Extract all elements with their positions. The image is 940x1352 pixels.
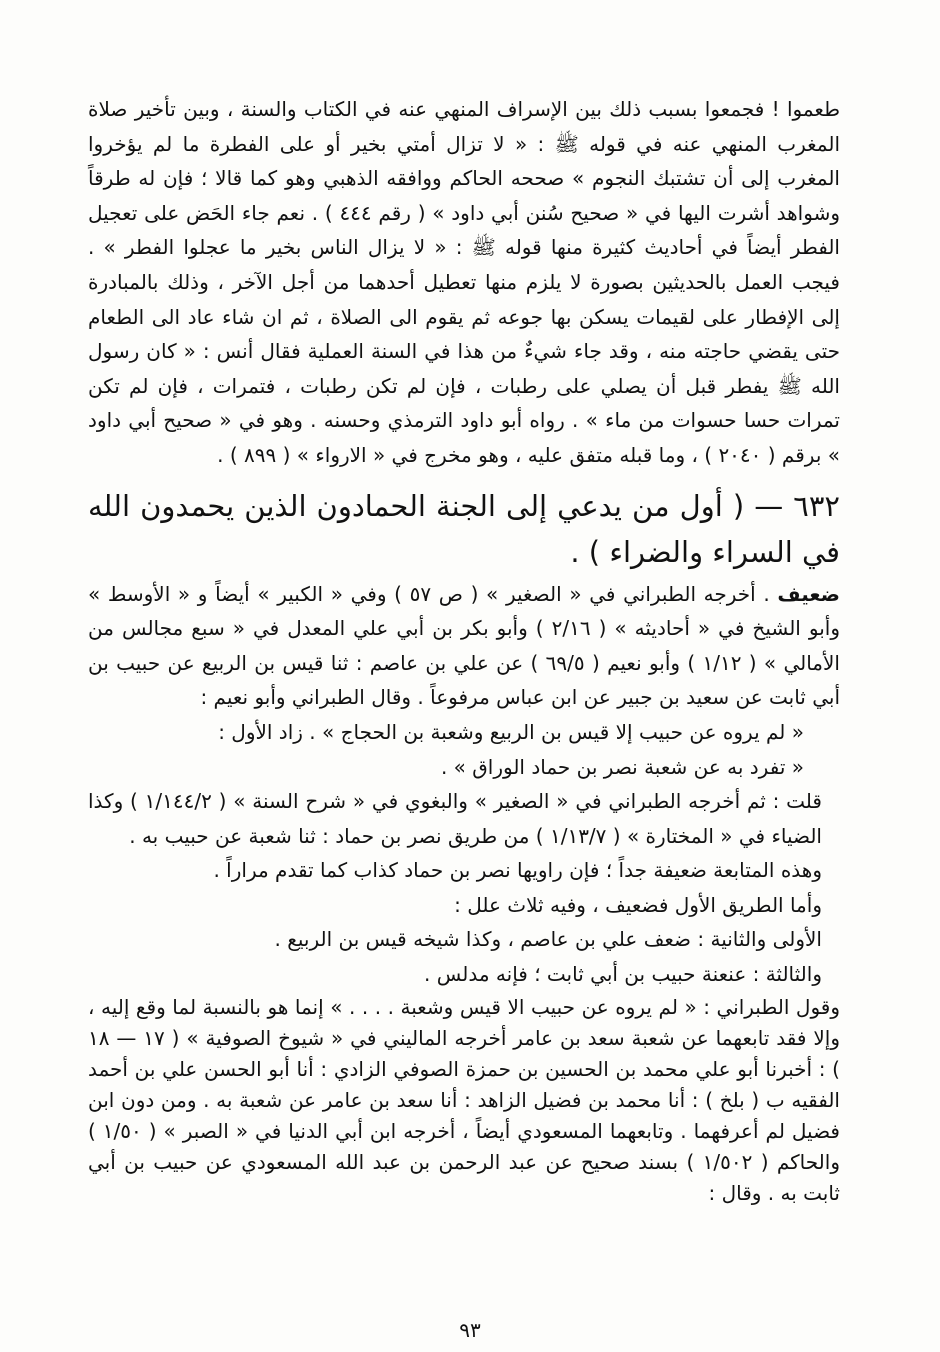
paragraph-first-route: وأما الطريق الأول فضعيف ، وفيه ثلاث علل : <box>454 892 822 917</box>
paragraph-grading <box>88 577 840 715</box>
paragraph-qultu: قلت : ثم أخرجه الطبراني في « الصغير » والبغوي في « شرح السنة » ( ١/١٤٤/٢ ) وكذا الضياء في « المختارة » ( ١/١٣/٧ ) من طريق نصر بن حماد : ثنا شعبة عن حبيب به . <box>88 789 822 848</box>
quote-second: « تفرد به عن شعبة نصر بن حماد الوراق » . <box>440 754 804 779</box>
quote-first: « لم يروه عن حبيب إلا قيس بن الربيع وشعبة بن الحجاج » . زاد الأول : <box>218 719 804 744</box>
paragraph-third-defect: والثالثة : عنعنة حبيب بن أبي ثابت ؛ فإنه مدلس . <box>424 962 822 987</box>
paragraph-intro: طعموا ! فجمعوا بسبب ذلك بين الإسراف المنهي عنه في الكتاب والسنة ، وبين تأخير صلاة المغرب المنهي عنه في قوله ﷺ : « لا تزال أمتي بخير أو على الفطرة ما لم يؤخروا المغرب إلى أن تشتبك النجوم » صححه الحاكم ووافقه الذهبي وهو كما قالا ؛ فإن له طرقاً وشواهد أشرت اليها في « صحيح سُنن أبي داود » ( رقم ٤٤٤ ) . نعم جاء الحَض على تعجيل الفطر أيضاً في أحاديث كثيرة منها قوله ﷺ : « لا يزال الناس بخير ما عجلوا الفطر » . فيجب العمل بالحديثين بصورة لا يلزم منها تعطيل أحدهما من أجل الآخر ، وذلك بالمبادرة إلى الإفطار على لقيمات يسكن بها جوعه ثم يقوم الى الصلاة ، ثم ان شاء عاد الى الطعام حتى يقضي حاجته منه ، وقد جاء شيءٌ من هذا في السنة العملية فقال أنس : « كان رسول الله ﷺ يفطر قبل أن يصلي على رطبات ، فإن لم تكن رطبات ، فتمرات ، فإن لم تكن تمرات حسا حسوات من ماء » . رواه أبو داود الترمذي وحسنه . وهو في « صحيح أبي داود » برقم ( ٢٠٤٠ ) ، وما قبله متفق عليه ، وهو مخرج في « الارواء » ( ٨٩٩ ) . <box>88 97 840 467</box>
hadith-heading: ٦٣٢ — ( أول من يدعي إلى الجنة الحمادون الذين يحمدون الله في السراء والضراء ) . <box>88 488 840 569</box>
paragraph-tabarani-statement: وقول الطبراني : « لم يروه عن حبيب الا قيس وشعبة . . . . » إنما هو بالنسبة لما وقع إليه ، وإلا فقد تابعهما عن شعبة سعد بن عامر أخرجه الماليني في « شيوخ الصوفية » ( ١٧ — ١٨ ) : أخبرنا أبو علي محمد بن الحسين بن حمزة الصوفي الزادي : أنا أبو الحسن علي بن أحمد الفقيه ب ( بلخ ) : أنا محمد بن فضيل الزاهد : أنا سعد بن عامر عن شعبة به . ومن دون ابن فضيل لم أعرفهما . وتابعهما المسعودي أيضاً ، أخرجه ابن أبي الدنيا في « الصبر » ( ١/٥٠ ) والحاكم ( ١/٥٠٢ ) بسند صحيح عن عبد الرحمن بن عبد الله المسعودي عن حبيب بن أبي ثابت به . وقال : <box>88 994 840 1205</box>
page-body <box>88 92 840 1209</box>
paragraph-mutaba: وهذه المتابعة ضعيفة جداً ؛ فإن راويها نصر بن حماد كذاب كما تقدم مراراً . <box>213 858 822 883</box>
page-number: ٩٣ <box>459 1318 481 1342</box>
paragraph-first-second-defect: الأولى والثانية : ضعف علي بن عاصم ، وكذا شيخه قيس بن الربيع . <box>274 927 822 952</box>
grading-label: ضعيف <box>777 581 841 606</box>
grading-text: . أخرجه الطبراني في « الصغير » ( ص ٥٧ ) وفي « الكبير » أيضاً و « الأوسط » وأبو الشيخ في « أحاديثه » ( ٢/١٦ ) وأبو بكر بن أبي علي المعدل في « سبع مجالس من الأمالي » ( ١/١٢ ) وأبو نعيم ( ٦٩/٥ ) عن علي بن عاصم : ثنا قيس بن الربيع عن حبيب بن أبي ثابت عن سعيد بن جبير عن ابن عباس مرفوعاً . وقال الطبراني وأبو نعيم : <box>88 581 840 710</box>
